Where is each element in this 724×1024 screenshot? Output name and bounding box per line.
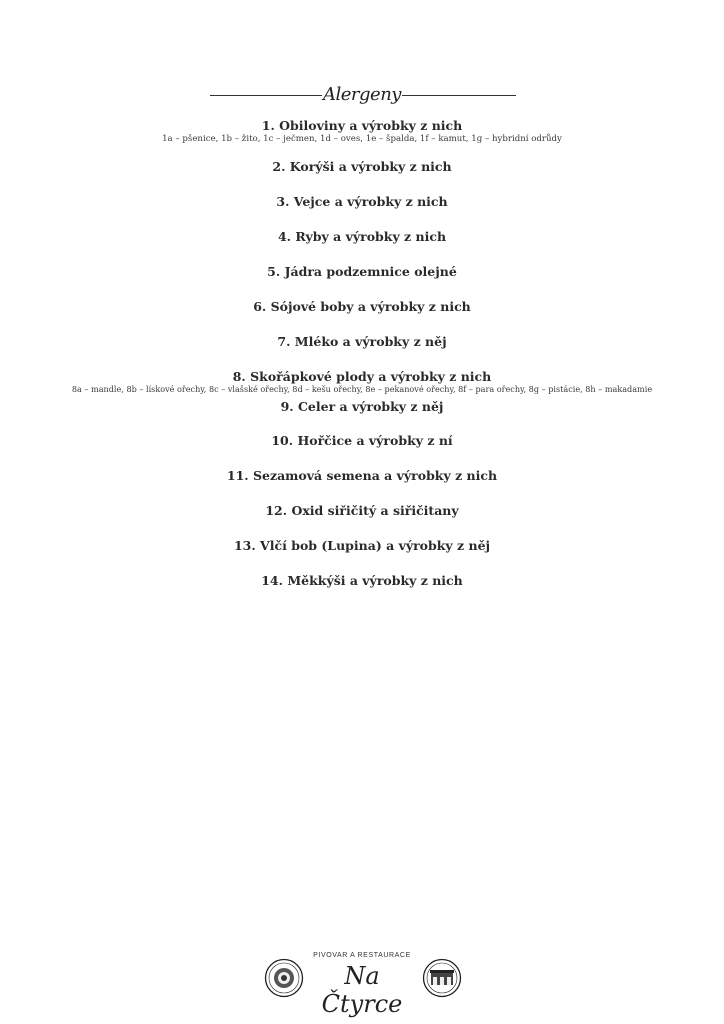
- allergen-detail-1: 1a – pšenice, 1b – žito, 1c – ječmen, 1d – oves, 1e – špalda, 1f – kamut, 1g – hybridní odrůdy: [162, 134, 562, 144]
- allergen-item-10: 10. Hořčice a výrobky z ní: [271, 433, 453, 448]
- allergen-item-4: 4. Ryby a výrobky z nich: [277, 229, 447, 244]
- page-title: Alergeny: [323, 84, 401, 105]
- brewery-seal-icon: [264, 958, 304, 998]
- allergen-item-9: 9. Celer a výrobky z něj: [280, 399, 444, 414]
- allergen-item-8: 8. Skořápkové plody a výrobky z nich: [232, 369, 492, 384]
- allergen-item-7: 7. Mléko a výrobky z něj: [277, 334, 447, 349]
- allergen-item-11: 11. Sezamová semena a výrobky z nich: [226, 468, 498, 483]
- allergen-item-1: 1. Obiloviny a výrobky z nich: [261, 118, 463, 133]
- section-header: [0, 84, 724, 108]
- brand-logo: [262, 952, 462, 1018]
- header-rule-right: [402, 95, 516, 96]
- building-seal-icon: [422, 958, 462, 998]
- brand-name: Na Čtyrce: [321, 962, 403, 1018]
- allergen-item-3: 3. Vejce a výrobky z nich: [276, 194, 448, 209]
- header-rule-left: [210, 95, 322, 96]
- allergen-item-13: 13. Vlčí bob (Lupina) a výrobky z něj: [233, 538, 491, 553]
- brand-tagline: PIVOVAR A RESTAURACE: [313, 952, 411, 959]
- allergen-item-14: 14. Měkkýši a výrobky z nich: [261, 573, 463, 588]
- allergen-item-5: 5. Jádra podzemnice olejné: [267, 264, 457, 279]
- allergen-item-6: 6. Sójové boby a výrobky z nich: [253, 299, 471, 314]
- allergen-detail-8: 8a – mandle, 8b – lískové ořechy, 8c – vlašské ořechy, 8d – kešu ořechy, 8e – pekanové ořechy, 8f – para ořechy, 8g – pistácie, 8h – makadamie: [71, 384, 653, 394]
- allergen-item-12: 12. Oxid siřičitý a siřičitany: [265, 503, 459, 518]
- allergen-item-2: 2. Korýši a výrobky z nich: [272, 159, 452, 174]
